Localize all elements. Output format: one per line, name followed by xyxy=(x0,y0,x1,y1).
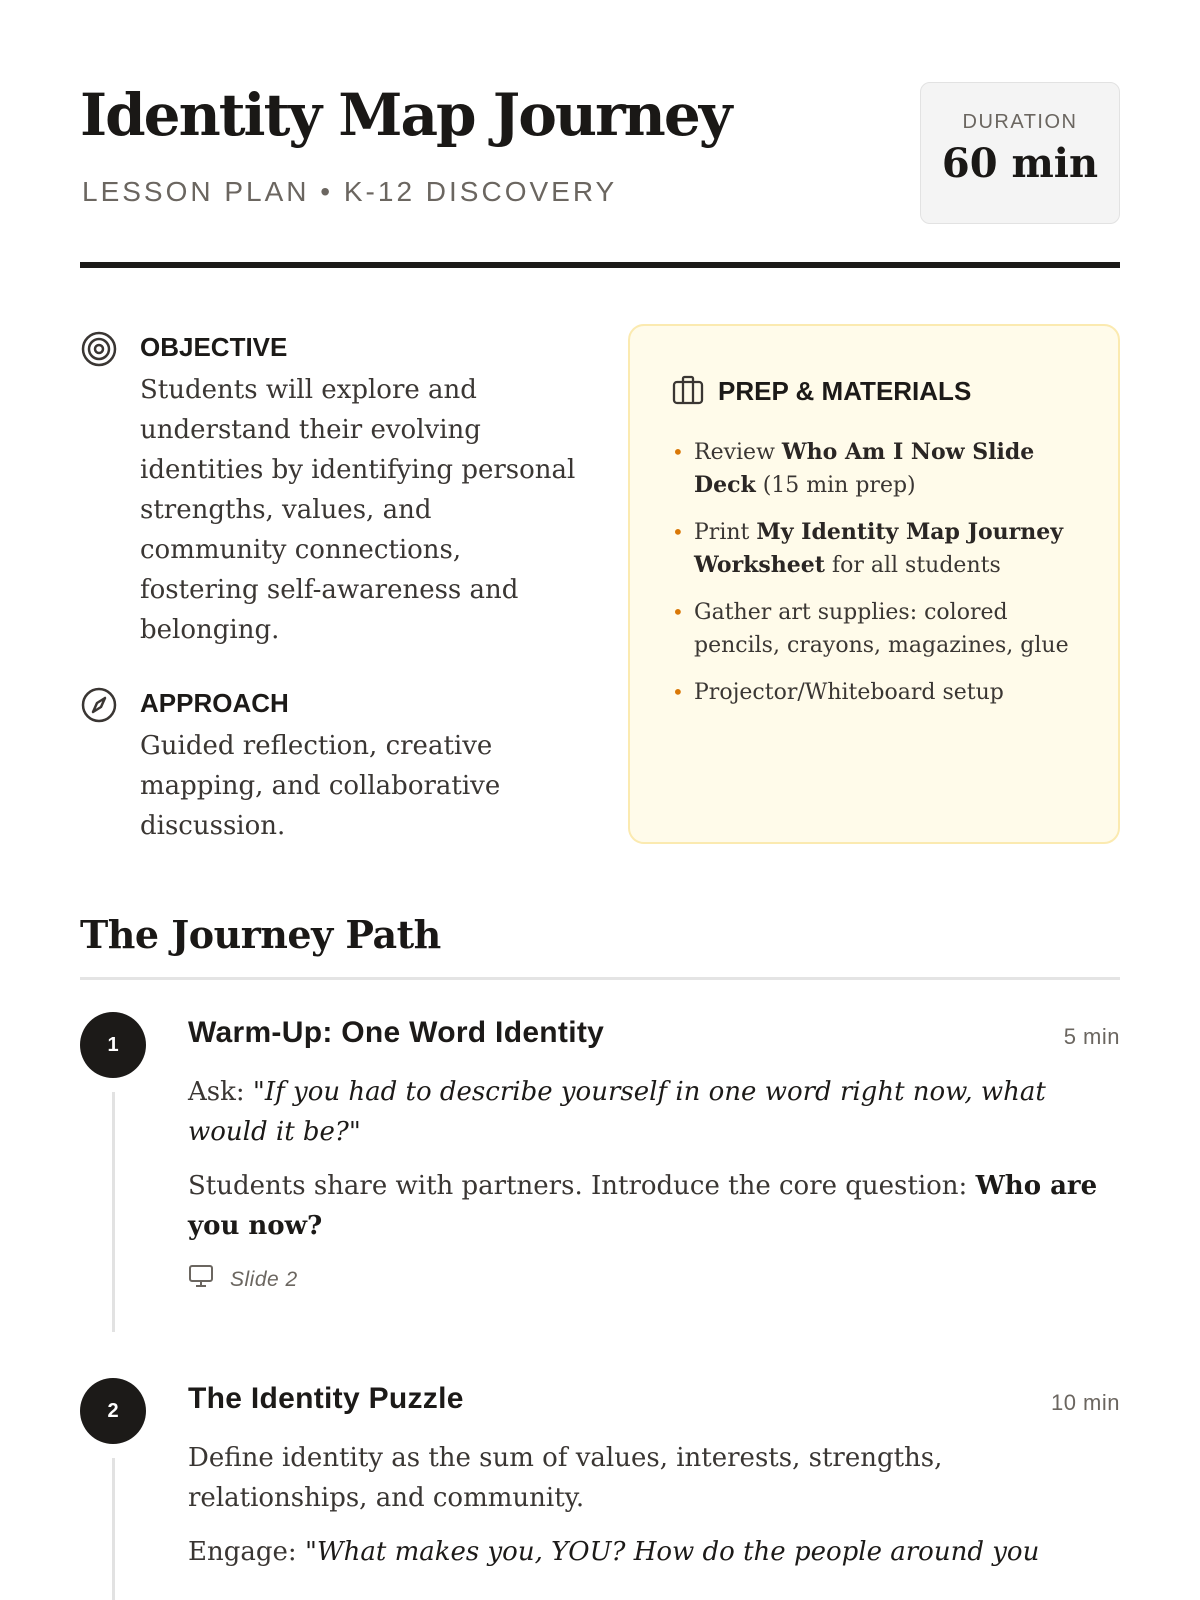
step-body xyxy=(188,1072,1120,1290)
duration-label: DURATION xyxy=(962,111,1078,133)
step-title: Warm-Up: One Word Identity xyxy=(188,1016,605,1049)
step-prompt: Engage: "What makes you, YOU? How do the people around you xyxy=(188,1537,1040,1567)
monitor-icon xyxy=(188,1264,214,1288)
prep-item: • Print My Identity Map Journey Worksheet for all students xyxy=(672,516,1082,582)
target-icon xyxy=(80,330,120,370)
compass-icon xyxy=(80,686,120,726)
timeline-connector xyxy=(112,1458,115,1600)
duration-value: 60 min xyxy=(941,140,1099,187)
duration-badge xyxy=(920,82,1120,224)
step-number-badge: 2 xyxy=(80,1378,146,1444)
lesson-header xyxy=(80,78,1120,268)
step-body xyxy=(188,1438,1120,1586)
bullet-icon: • xyxy=(672,520,684,544)
objective-text: Students will explore and understand their evolving identities by identifying personal strengths, values, and community connections, fostering self-awareness and belonging. xyxy=(140,375,576,645)
approach-text: Guided reflection, creative mapping, and collaborative discussion. xyxy=(140,731,501,841)
step-duration: 10 min xyxy=(1050,1390,1120,1415)
objective-label: OBJECTIVE xyxy=(140,332,288,362)
step-number-badge: 1 xyxy=(80,1012,146,1078)
prep-materials-card xyxy=(628,324,1120,844)
header-divider xyxy=(80,262,1120,268)
journey-step xyxy=(80,1378,1120,1600)
prep-list xyxy=(672,436,1082,723)
slide-label: Slide 2 xyxy=(230,1268,298,1291)
step-definition: Define identity as the sum of values, interests, strengths, relationships, and community. xyxy=(188,1443,943,1513)
bullet-icon: • xyxy=(672,680,684,704)
step-title: The Identity Puzzle xyxy=(188,1382,464,1415)
timeline-connector xyxy=(112,1092,115,1332)
objective-section xyxy=(80,330,580,650)
page-title: Identity Map Journey xyxy=(80,81,731,149)
bullet-icon: • xyxy=(672,600,684,624)
page-subtitle: LESSON PLAN • K-12 DISCOVERY xyxy=(82,176,618,207)
approach-label: APPROACH xyxy=(140,688,289,718)
step-prompt: Ask: "If you had to describe yourself in one word right now, what would it be?" xyxy=(188,1077,1046,1147)
approach-section xyxy=(80,686,580,846)
step-duration: 5 min xyxy=(1063,1024,1120,1049)
prep-item: • Gather art supplies: colored pencils, crayons, magazines, glue xyxy=(672,596,1082,662)
slide-reference xyxy=(188,1260,1120,1290)
journey-step xyxy=(80,1012,1120,1342)
prep-item: • Review Who Am I Now Slide Deck (15 min prep) xyxy=(672,436,1082,502)
step-instructions: Students share with partners. Introduce the core question: Who are you now? xyxy=(188,1171,1098,1241)
bullet-icon: • xyxy=(672,440,684,464)
journey-section-title: The Journey Path xyxy=(80,912,441,957)
prep-item: • Projector/Whiteboard setup xyxy=(672,676,1082,709)
prep-title: PREP & MATERIALS xyxy=(718,376,972,406)
section-divider xyxy=(80,977,1120,980)
briefcase-icon xyxy=(672,374,704,406)
